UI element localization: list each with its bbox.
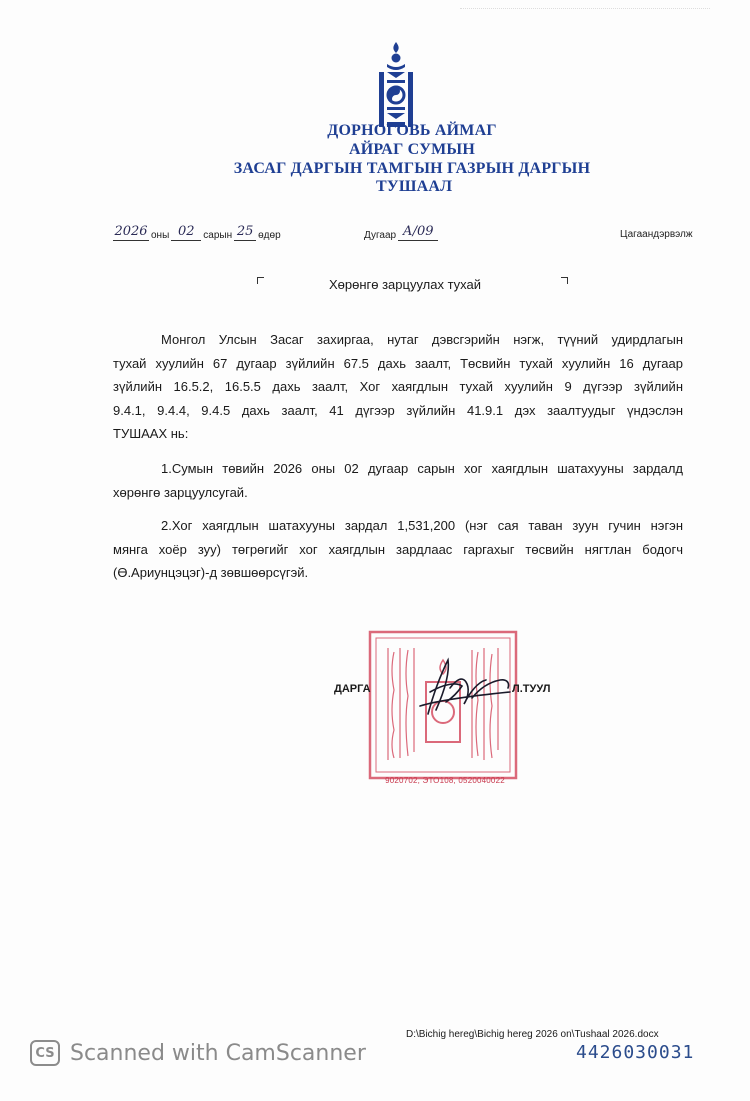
item-line: 1.Сумын төвийн 2026 оны 02 дугаар сарын хог хаягдлын шатахууны зардалд	[161, 461, 683, 476]
date-month-suffix: сарын	[203, 230, 233, 241]
item-line: 2.Хог хаягдлын шатахууны зардал 1,531,200 (нэг сая таван зуун гучин нэгэн	[161, 518, 683, 533]
number-value: А/09	[398, 226, 438, 241]
camscanner-logo-icon: CS	[30, 1040, 60, 1066]
preamble-line: 9.4.1, 9.4.4, 9.4.5 дахь заалт, 41 дүгээр зүйлийн 41.9.1 дэх заалтуудыг үндэслэн	[113, 402, 683, 418]
soyombo-emblem-icon	[374, 40, 418, 130]
watermark-text: Scanned with CamScanner	[70, 1040, 366, 1066]
item-line: (Ө.Ариунцэцэг)-д зөвшөөрсүгэй.	[113, 565, 309, 580]
header-office: ЗАСАГ ДАРГЫН ТАМГЫН ГАЗРЫН ДАРГЫН	[233, 160, 591, 177]
preamble-line: Монгол Улсын Засаг захиргаа, нутаг дэвсгэрийн нэгж, түүний удирдлагын	[161, 332, 683, 347]
date-year-suffix: оны	[151, 230, 170, 241]
handwritten-signature-icon	[400, 652, 530, 722]
date-row	[113, 226, 281, 241]
date-month: 02	[171, 226, 201, 241]
file-path: D:\Bichig hereg\Bichig hereg 2026 on\Tushaal 2026.docx	[406, 1029, 659, 1040]
signer-name: Л.ТУУЛ	[512, 683, 551, 695]
date-day: 25	[234, 226, 256, 241]
preamble-paragraph	[113, 328, 683, 446]
preamble-line: зүйлийн 16.5.2, 16.5.5 дахь заалт, Хог хаягдлын тухай хуулийн 9 дүгээр зүйлийн	[113, 379, 683, 394]
item-1-paragraph	[113, 457, 683, 504]
header-aimag: ДОРНОГОВЬ АЙМАГ	[327, 122, 497, 139]
preamble-line: тухай хуулийн 67 дугаар зүйлийн 67.5 дахь заалт, Төсвийн тухай хуулийн 16 дугаар	[113, 355, 683, 371]
number-label: Дугаар	[364, 230, 397, 241]
place-name: Цагаандэрвэлж	[620, 229, 693, 240]
item-line: мянга хоёр зуу) төгрөгийг хог хаягдлын зардлаас гаргахыг төсвийн нягтлан бодогч	[113, 541, 683, 557]
header-doc-type: ТУШААЛ	[376, 178, 453, 195]
item-line: хөрөнгө зарцуулсугай.	[113, 484, 248, 500]
document-serial-number: 4426030031	[576, 1042, 695, 1063]
scan-artifact	[460, 0, 710, 9]
date-year: 2026	[114, 224, 148, 239]
document-title: Хөрөнгө зарцуулах тухай	[328, 277, 482, 292]
seal-code: 9020702, ЭТО108, 0520040022	[385, 776, 505, 785]
number-row	[364, 226, 438, 241]
date-day-suffix: өдөр	[258, 230, 281, 241]
item-2-paragraph	[113, 514, 683, 585]
scanner-watermark	[30, 1040, 366, 1066]
header-sum: АЙРАГ СУМЫН	[348, 141, 475, 158]
preamble-line: ТУШААХ нь:	[113, 426, 189, 441]
signer-title: ДАРГА	[334, 683, 371, 695]
